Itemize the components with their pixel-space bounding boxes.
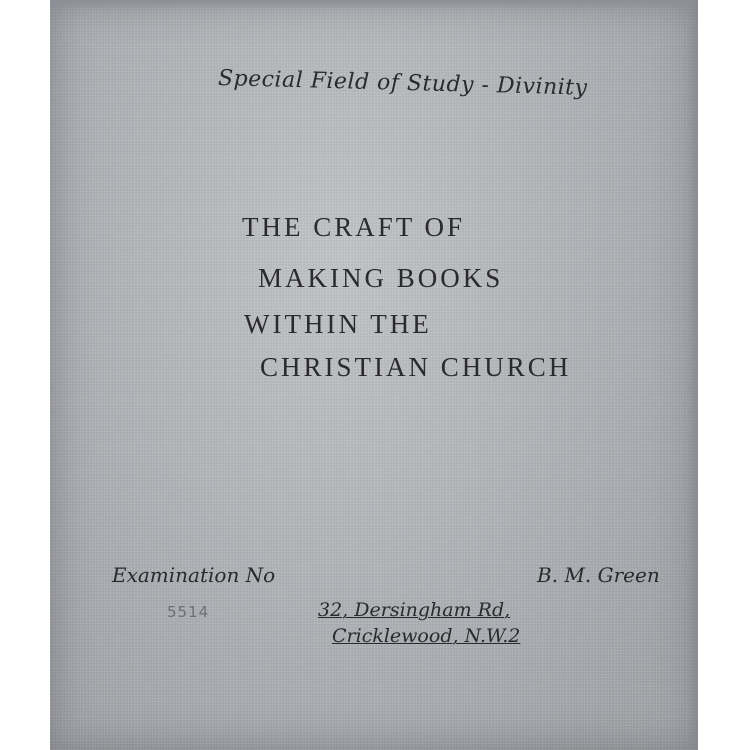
- subtitle: Special Field of Study - Divinity: [217, 66, 588, 101]
- examination-label: Examination No: [112, 563, 276, 587]
- address-line-2: Cricklewood, N.W.2: [332, 625, 521, 647]
- title-line-3: WITHIN THE: [244, 309, 432, 339]
- title-line-4: CHRISTIAN CHURCH: [260, 352, 572, 382]
- title-line-2: MAKING BOOKS: [258, 263, 504, 293]
- cover-right-edge: [688, 0, 698, 750]
- address-line-1: 32, Dersingham Rd,: [318, 599, 511, 621]
- cover-top-edge: [50, 0, 698, 10]
- author-name: B. M. Green: [537, 563, 660, 587]
- title-line-1: THE CRAFT OF: [242, 212, 466, 242]
- examination-number: 5514: [167, 603, 210, 621]
